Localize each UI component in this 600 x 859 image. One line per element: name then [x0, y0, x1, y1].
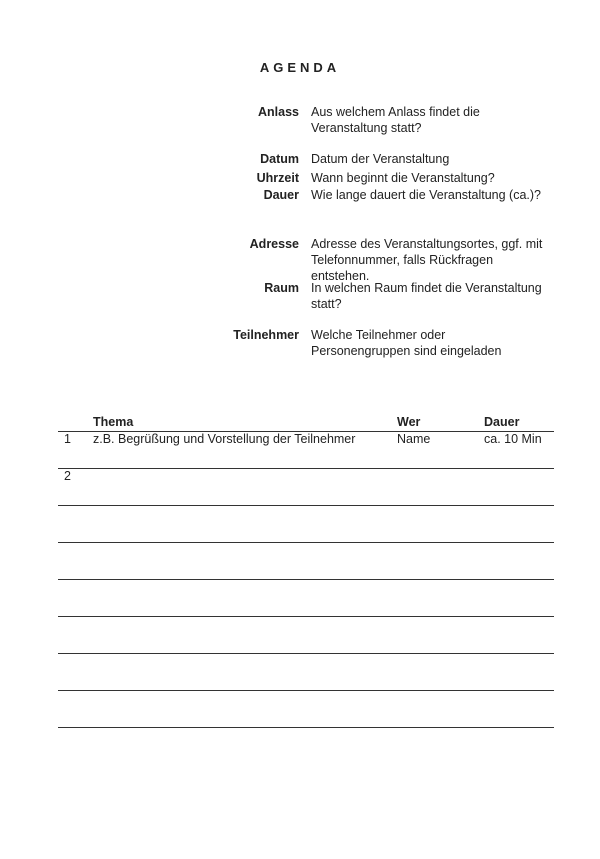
- row-thema: z.B. Begrüßung und Vorstellung der Teilnehmer: [93, 432, 356, 446]
- uhrzeit-value: Wann beginnt die Veranstaltung?: [311, 171, 495, 185]
- agenda-table: [58, 415, 554, 728]
- raum-value: In welchen Raum findet die Veranstaltung statt?: [311, 281, 542, 311]
- row-number: 1: [64, 432, 71, 446]
- teilnehmer-value: Welche Teilnehmer oder Personengruppen sind eingeladen: [311, 328, 502, 358]
- table-row: [58, 469, 554, 506]
- adresse-value: Adresse des Veranstaltungsortes, ggf. mit Telefonnummer, falls Rückfragen entstehen.: [311, 237, 543, 283]
- dauer-label: Dauer: [263, 188, 299, 202]
- row-wer: Name: [397, 432, 431, 446]
- datum-label: Datum: [260, 152, 299, 166]
- raum-label: Raum: [264, 281, 299, 295]
- table-row: [58, 506, 554, 543]
- row-number: 2: [64, 469, 71, 483]
- uhrzeit-label: Uhrzeit: [256, 171, 299, 185]
- table-row: [58, 432, 554, 469]
- adresse-label: Adresse: [249, 237, 299, 251]
- datum-value: Datum der Veranstaltung: [311, 152, 450, 166]
- table-header: [58, 415, 554, 432]
- table-row: [58, 617, 554, 654]
- table-row: [58, 580, 554, 617]
- header-thema: Thema: [93, 415, 134, 429]
- table-row: [58, 543, 554, 580]
- table-row: [58, 691, 554, 728]
- page-title: AGENDA: [259, 60, 341, 75]
- header-wer: Wer: [397, 415, 421, 429]
- header-dauer: Dauer: [484, 415, 520, 429]
- anlass-label: Anlass: [258, 105, 299, 119]
- teilnehmer-label: Teilnehmer: [233, 328, 299, 342]
- dauer-value: Wie lange dauert die Veranstaltung (ca.)?: [311, 188, 541, 202]
- row-dauer: ca. 10 Min: [484, 432, 542, 446]
- table-row: [58, 654, 554, 691]
- anlass-value: Aus welchem Anlass findet die Veranstaltung statt?: [311, 105, 480, 135]
